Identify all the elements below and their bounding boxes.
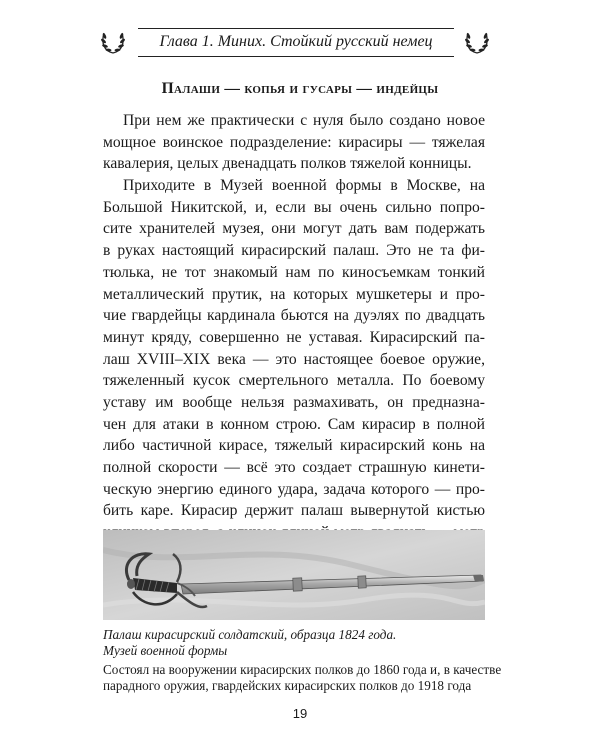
caption-desc-line: парадного оружия, гвардейских кирасирских полков до 1918 года [103, 678, 472, 693]
header-rule-bottom [138, 56, 454, 57]
text-line: чие гвардейцы кардинала бьются на дуэлях по двадцать [103, 307, 485, 325]
text-line: полной скорости — всё это создает страшную кинети- [103, 459, 485, 476]
text-line: тюлька, не тот знакомый нам по киносъемкам тонкий [103, 263, 485, 281]
sword-photo [103, 530, 485, 620]
body-text [103, 110, 485, 587]
text-line: чен для атаки в конном строю. Сам кирасир в полной [103, 415, 485, 433]
figure-caption-description [103, 662, 503, 694]
text-line: бить каре. Кирасир держит палаш вывернутой кистью [103, 502, 485, 520]
text-line: уставу им вообще нельзя размахивать, он предназна- [103, 393, 485, 411]
text-line: минут кряду, совершенно не уставая. Кирасирский па- [103, 328, 485, 346]
figure-caption-title [103, 627, 485, 659]
text-line: в руках настоящий кирасирский палаш. Это не та фи- [103, 242, 485, 260]
caption-title-line: Палаш кирасирский солдатский, образца 1824 года. [103, 627, 397, 642]
text-line: кавалерия, целых двенадцать полков тяжелой конницы. [103, 155, 472, 173]
text-line: При нем же практически с нуля было создано новое [123, 112, 485, 129]
laurel-wreath-icon [462, 27, 492, 57]
running-title: Глава 1. Миних. Стойкий русский немец [159, 33, 433, 50]
text-line: мощное воинское подразделение: кирасиры — тяжелая [103, 133, 485, 151]
section-title: Палаши — копья и гусары — индейцы [161, 80, 439, 97]
running-header [0, 22, 600, 66]
text-line: Большой Никитской, и, если вы очень сильно попро- [103, 198, 485, 216]
page-number: 19 [292, 706, 308, 721]
text-line: сите хранителей музея, они могут дать вам подержать [103, 220, 485, 238]
text-line: лаш XVIII–XIX века — это настоящее боевое оружие, [103, 350, 485, 368]
caption-desc-line: Состоял на вооружении кирасирских полков до 1860 года и, в качестве [103, 662, 502, 677]
text-line: металлический прутик, на которых мушкетеры и про- [103, 285, 485, 303]
text-line: либо частичной кирасе, тяжелый кирасирский конь на [103, 437, 485, 455]
text-line: ческую энергию единого удара, задача которого — про- [103, 480, 485, 498]
laurel-wreath-icon [98, 27, 128, 57]
caption-title-line: Музей военной формы [103, 643, 228, 658]
text-line: Приходите в Музей военной формы в Москве, на [123, 177, 485, 195]
text-line: тяжеленный кусок смертельного металла. По боевому [103, 372, 485, 390]
